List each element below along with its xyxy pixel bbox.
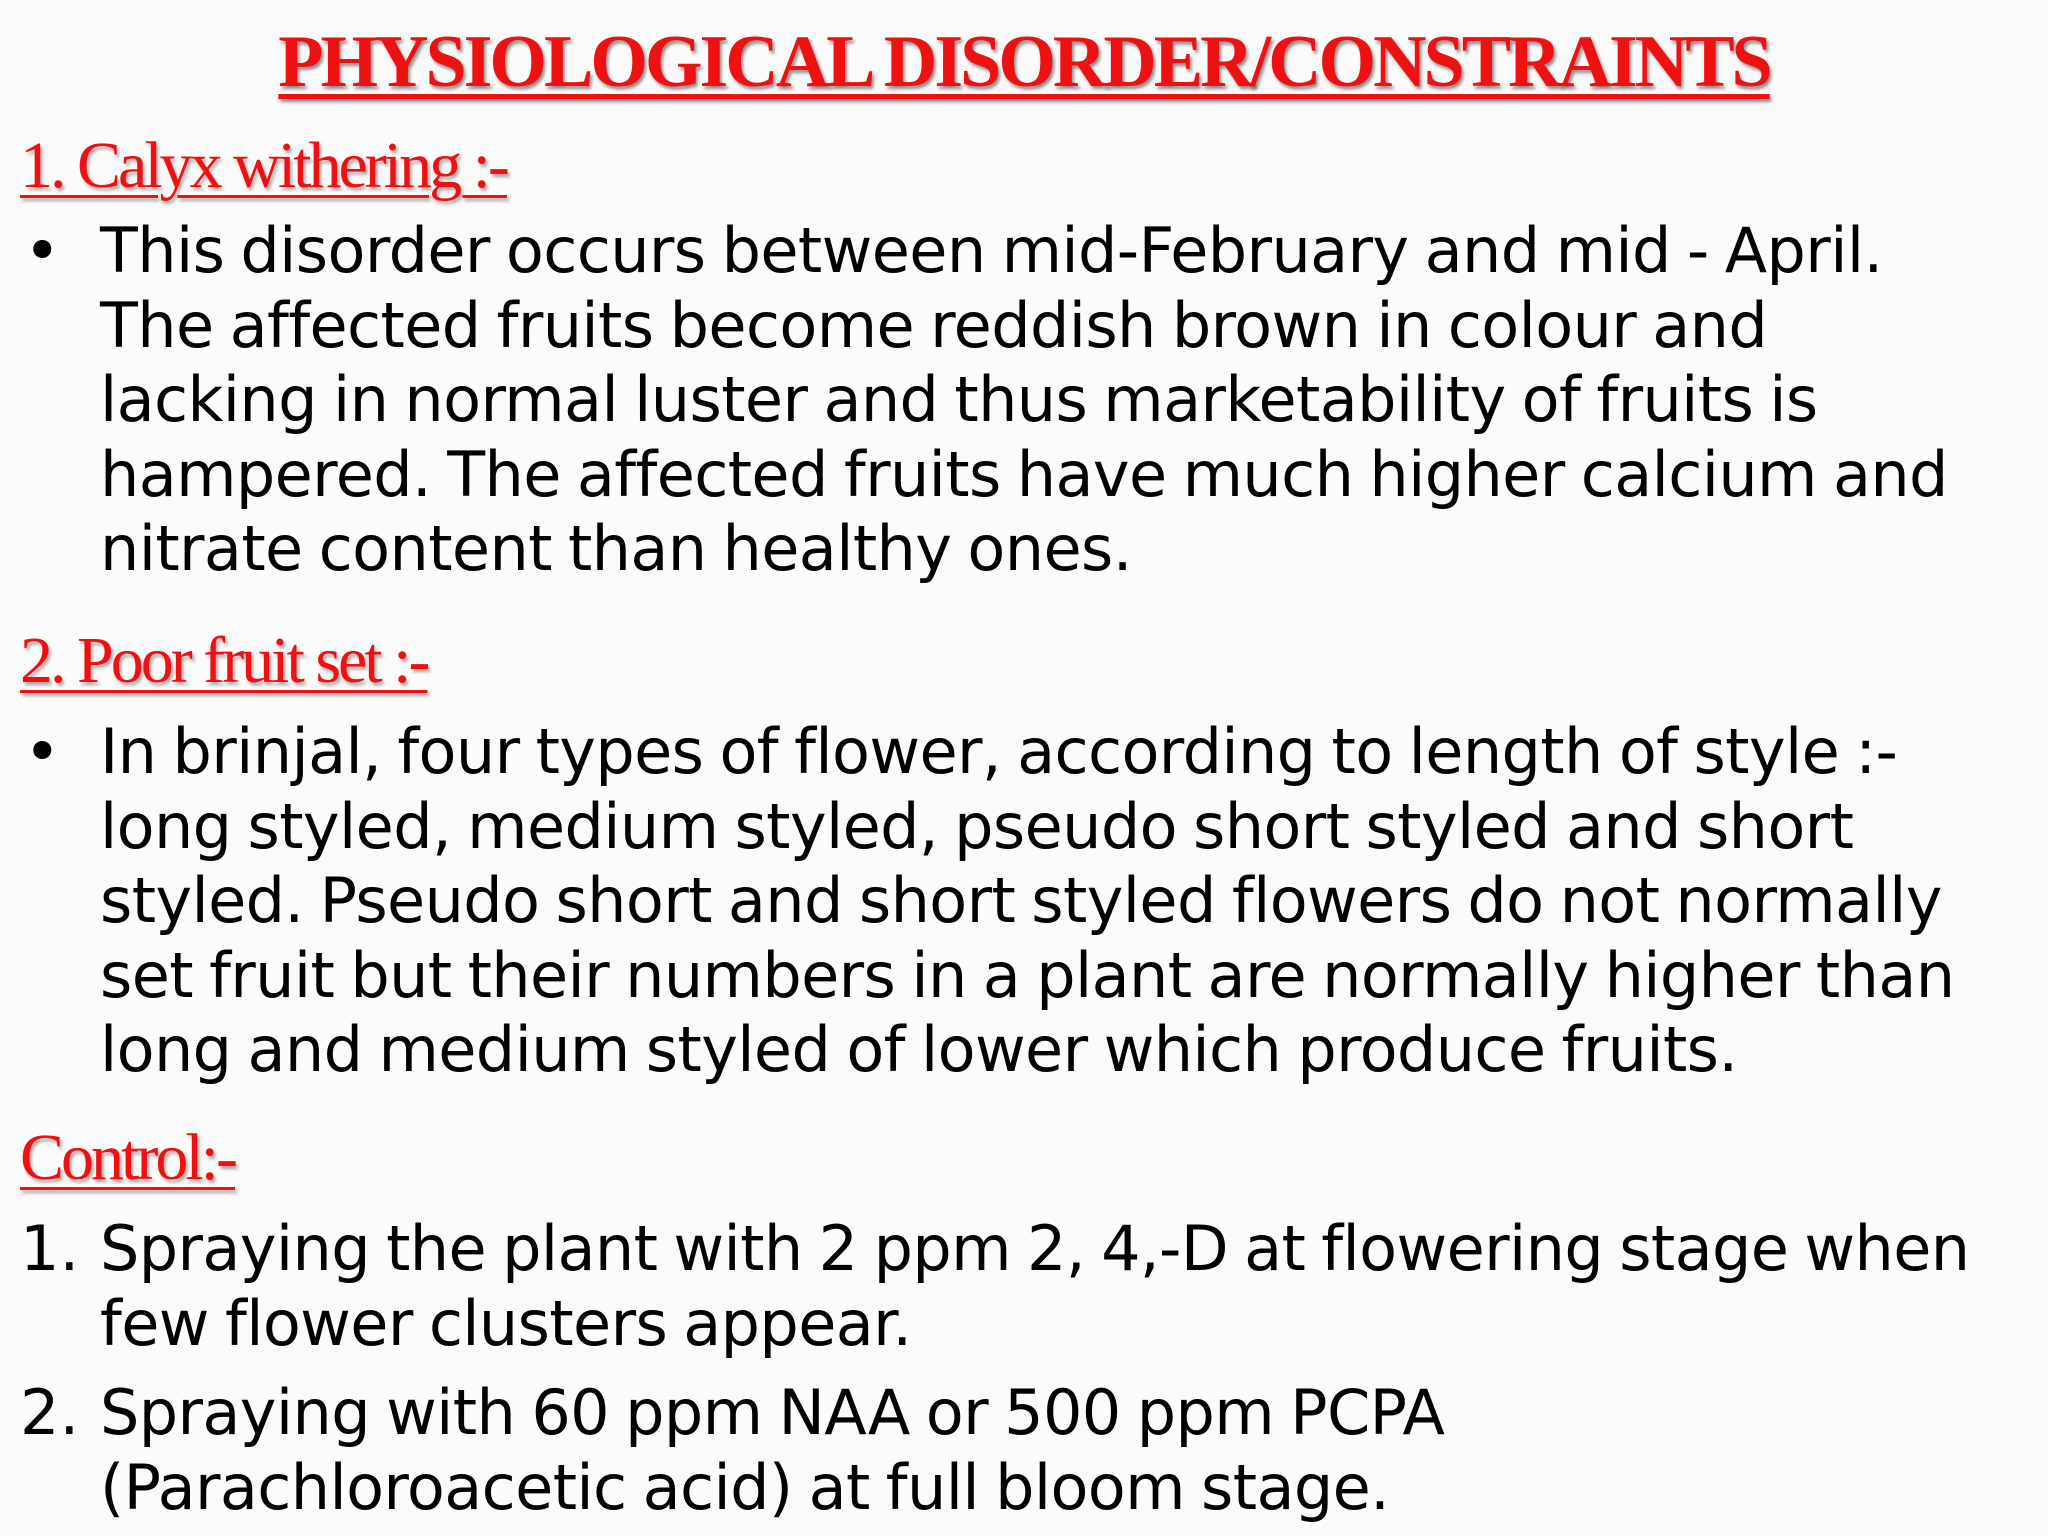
control-item-2: [100, 1376, 2035, 1525]
control-item-1: [100, 1212, 2035, 1361]
paragraph-line: styled. Pseudo short and short styled flowers do not normally: [100, 864, 1942, 937]
bullet-marker: •: [24, 214, 61, 287]
list-item-line: Spraying the plant with 2 ppm 2, 4,-D at flowering stage when: [100, 1212, 1970, 1285]
paragraph-line: nitrate content than healthy ones.: [100, 512, 1132, 585]
paragraph-line: This disorder occurs between mid-February and mid - April.: [100, 214, 1883, 287]
slide-title: PHYSIOLOGICAL DISORDER/CONSTRAINTS: [278, 21, 1770, 103]
list-item-line: Spraying with 60 ppm NAA or 500 ppm PCPA: [100, 1376, 1445, 1449]
section-heading-poor-fruit-set: 2. Poor fruit set :-: [20, 624, 428, 697]
section-heading-calyx-withering: 1. Calyx withering :-: [20, 129, 507, 202]
paragraph-line: set fruit but their numbers in a plant are normally higher than: [100, 938, 1955, 1012]
paragraph-line: lacking in normal luster and thus marketability of fruits is: [100, 363, 1818, 436]
poor-fruit-set-paragraph: [100, 715, 2035, 1088]
list-item-line: few flower clusters appear.: [100, 1286, 912, 1360]
paragraph-line: The affected fruits become reddish brown in colour and: [100, 288, 1768, 362]
list-item-line: (Parachloroacetic acid) at full bloom stage.: [100, 1450, 1390, 1524]
paragraph-line: hampered. The affected fruits have much higher calcium and: [100, 437, 1948, 511]
bullet-marker: •: [24, 715, 61, 788]
section-heading-control: Control:-: [20, 1121, 235, 1194]
list-number: 1.: [20, 1212, 80, 1285]
paragraph-line: long styled, medium styled, pseudo short styled and short: [100, 789, 1854, 863]
paragraph-line: long and medium styled of lower which produce fruits.: [100, 1013, 1738, 1086]
calyx-withering-paragraph: [100, 214, 2035, 587]
list-number: 2.: [20, 1376, 80, 1449]
paragraph-line: In brinjal, four types of flower, according to length of style :-: [100, 715, 1898, 788]
